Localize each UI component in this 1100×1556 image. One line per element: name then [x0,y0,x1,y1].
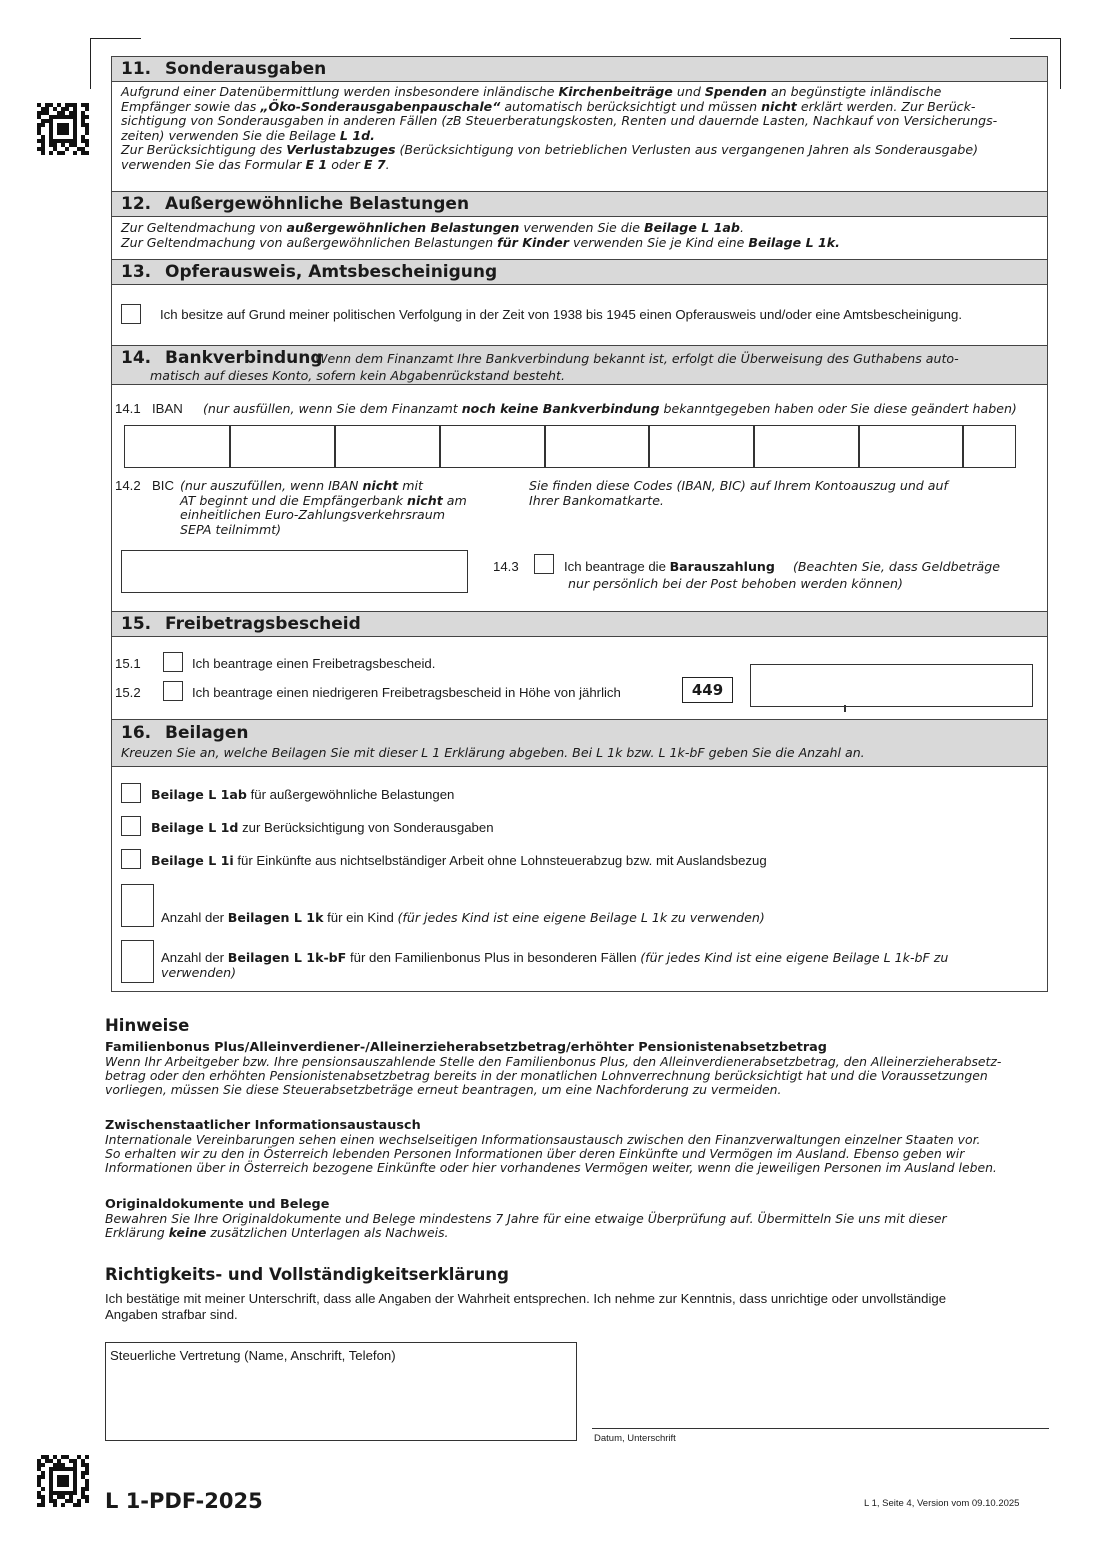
hinweis-3-last-line-seg-2: zusätzlichen Unterlagen als Nachweis. [206,1225,449,1240]
iban-field-4[interactable] [439,426,546,467]
section-11-text-line-6 [121,158,1041,173]
section-11-text-line-1-seg-4: an begünstigte inländische [766,84,942,99]
bic-number: 14.2 [115,478,141,493]
barauszahlung-checkbox[interactable] [534,554,554,574]
bic-hint-line-4 [180,523,467,538]
section-11-text-line-6-seg-1: E 1 [305,156,328,172]
cash-label [564,559,775,574]
beilagen-l1kbf-count-label-line2: verwenden) [161,965,237,980]
bic-hint-line-2-seg-1: nicht [407,492,443,508]
section-11-text-line-4 [121,129,1041,144]
freibetrag-amount-input[interactable] [750,664,1033,707]
qr-code-top [37,103,89,155]
hinweis-3-last-line-seg-1: keine [168,1225,207,1240]
hinweise-title: Hinweise [105,1016,190,1035]
section-12-text-line-2-seg-0: Zur Geltendmachung von außergewöhnlichen Belastungen [121,234,498,250]
hinweis-1-line-3: vorliegen, müssen Sie diese Steuerabsetzbeträge erneut beantragen, um eine Nachforderung zu vermeiden. [105,1082,782,1097]
iban-input-group [124,425,1016,468]
beilagen-l1k-count-label [161,910,765,925]
beilage-l1i-label [151,853,767,868]
form-id: L 1-PDF-2025 [105,1489,263,1513]
beilagen-l1kbf-count-label-line1 [161,950,948,965]
hinweis-3-heading: Originaldokumente und Belege [105,1197,330,1212]
section-11-text-line-6-seg-4: . [385,156,390,172]
hinweis-3-line-1: Bewahren Sie Ihre Originaldokumente und Belege mindestens 7 Jahre für eine etwaige Überprüfung auf. Übermitteln Sie uns mit dieser [105,1211,947,1226]
section-12-text-line-2-seg-1: für Kinder [497,234,570,250]
section-12-text-line-1-seg-4: . [739,220,744,235]
bic-hint-line-3-seg-0: einheitlichen Euro-Zahlungsverkehrsraum [180,507,446,523]
beilage-l1ab-label [151,787,454,802]
section-11-text-line-1-seg-3: Spenden [704,84,767,99]
iban-field-8[interactable] [858,426,964,467]
iban-field-2[interactable] [229,426,336,467]
section-15-header [112,611,1047,637]
section-12-title: Außergewöhnliche Belastungen [165,194,470,214]
section-12-number: 12. [121,194,152,214]
section-14-number: 14. [121,348,152,368]
section-11-text-line-6-seg-0: verwenden Sie das Formular [121,156,306,172]
beilagen-l1k-count-label-seg-0: Anzahl der [161,910,228,925]
beilage-l1i-bold: Beilage L 1i [151,853,234,868]
iban-field-9[interactable] [962,426,1015,467]
section-12-text-line-1-seg-0: Zur Geltendmachung von [121,220,287,235]
beilage-l1i-checkbox[interactable] [121,849,141,869]
bic-hint-line-2-seg-0: AT beginnt und die Empfängerbank [180,492,408,508]
section-14-intro-line2: matisch auf dieses Konto, sofern kein Abgabenrückstand besteht. [150,368,565,383]
iban-number: 14.1 [115,401,141,416]
codes-hint-line1: Sie finden diese Codes (IBAN, BIC) auf Ihrem Kontoauszug und auf [529,478,948,493]
section-13-header [112,259,1047,285]
hinweis-1-line-2: betrag oder den erhöhten Pensionistenabsetzbetrag bereits in der monatlichen Lohnverrechnung berücksichtigt hat und die Voraussetzungen [105,1068,988,1083]
field-code-449 [682,677,733,703]
declaration-line2: Angaben strafbar sind. [105,1307,238,1322]
beilagen-l1kbf-count-label-seg-2: für den Familienbonus Plus in besonderen Fällen [346,950,641,965]
signature-label: Datum, Unterschrift [594,1433,676,1444]
bic-hint-line-1-seg-0: (nur auszufüllen, wenn IBAN [180,478,363,493]
beilage-l1ab-bold: Beilage L 1ab [151,787,247,802]
section-11-text-line-2-seg-3: nicht [761,98,797,114]
section-11-text-line-2-seg-4: erklärt werden. Zur Berück- [796,98,976,114]
iban-label: IBAN [152,401,183,416]
beilage-l1d-label [151,820,494,835]
section-11-title: Sonderausgaben [165,59,327,79]
iban-field-5[interactable] [544,426,650,467]
beilagen-l1k-count-label-seg-1: Beilagen L 1k [227,910,324,925]
section-15-title: Freibetragsbescheid [165,614,361,634]
opferausweis-checkbox[interactable] [121,304,141,324]
section-11-number: 11. [121,59,152,79]
bic-hint-line-3 [180,508,467,523]
section-11-text-line-4-seg-1: L 1d. [339,127,375,143]
section-11-text-line-6-seg-2: oder [327,156,364,172]
hinweis-2-line-1: Internationale Vereinbarungen sehen einen wechselseitigen Informationsaustausch zwischen den Finanzverwaltungen einzelner Staaten vor. [105,1132,981,1147]
section-15-number: 15. [121,614,152,634]
section-11-text-line-2-seg-2: automatisch berücksichtigt und müssen [500,98,762,114]
section-11-text-line-5-seg-2: (Berücksichtigung von betrieblichen Verlusten aus vergangenen Jahren als Sonderausgabe) [395,142,979,158]
bic-hint-line-4-seg-0: SEPA teilnimmt) [180,521,282,537]
beilage-l1d-bold: Beilage L 1d [151,820,239,835]
section-12-text-line-2-seg-3: Beilage L 1k. [748,234,840,250]
hinweis-3-last-line [105,1226,1049,1240]
section-14-title: Bankverbindung [165,348,323,368]
section-12-text [121,221,1041,250]
section-11-text-line-4-seg-0: zeiten) verwenden Sie die Beilage [121,127,340,143]
beilagen-l1kbf-count-label-seg-1: Beilagen L 1k-bF [227,950,347,965]
declaration-line1: Ich bestätige mit meiner Unterschrift, dass alle Angaben der Wahrheit entsprechen. Ich nehme zur Kenntnis, dass unrichtige oder unvollständige [105,1291,947,1306]
section-11-text-line-5-seg-0: Zur Berücksichtigung des [121,142,287,158]
beilage-l1ab-checkbox[interactable] [121,783,141,803]
section-13-number: 13. [121,262,152,282]
iban-field-3[interactable] [334,426,441,467]
section-11-text-line-2-seg-1: „Öko-Sonderausgabenpauschale“ [260,98,501,114]
hinweis-3-last-line-seg-0: Erklärung [105,1225,169,1240]
section-11-header [112,57,1047,82]
hinweis-2-line-2: So erhalten wir zu den in Österreich lebenden Personen Informationen über deren Einkünfte und Vermögen im Ausland. Ebenso geben wir [105,1146,965,1161]
declaration-title: Richtigkeits- und Vollständigkeitserklärung [105,1265,509,1284]
bic-input[interactable] [121,550,468,593]
signature-line[interactable] [592,1428,1049,1429]
beilage-l1d-checkbox[interactable] [121,816,141,836]
beilagen-l1k-count-input[interactable] [121,884,154,927]
bic-hint-line-1 [180,479,467,494]
beilagen-l1k-count-label-seg-2: für ein Kind [323,910,398,925]
hinweis-1-line-1: Wenn Ihr Arbeitgeber bzw. Ihre pensionsauszahlende Stelle den Familienbonus Plus, den Alleinverdienerabsetzbetrag, den Alleinerzieherabsetz- [105,1054,1002,1069]
freibetrag-checkbox[interactable] [163,652,183,672]
beilage-l1d-rest: zur Berücksichtigung von Sonderausgaben [238,820,494,835]
section-11-text-line-5 [121,143,1041,158]
hinweis-block-1 [105,1040,1049,1097]
iban-field-7[interactable] [753,426,860,467]
cash-hint-line1: (Beachten Sie, dass Geldbeträge [793,559,1000,574]
section-11-text-line-1-seg-2: und [672,84,705,99]
section-12-header [112,191,1047,217]
section-13-title: Opferausweis, Amtsbescheinigung [165,262,498,282]
hinweis-2-line-3: Informationen über in Österreich bezogene Einkünfte oder hier vorhandenes Vermögen weiter, wenn die jeweiligen Personen im Ausland leben. [105,1160,997,1175]
bic-hint-line-2 [180,494,467,509]
iban-field-1[interactable] [125,426,231,467]
section-16-title: Beilagen [165,723,249,743]
section-16-header [112,719,1047,767]
iban-hint-seg-2: bekanntgegeben haben oder Sie diese geändert haben) [659,401,1017,416]
form-sections-frame [111,56,1048,992]
cash-label-bold: Barauszahlung [669,559,775,574]
page-info: L 1, Seite 4, Version vom 09.10.2025 [864,1498,1020,1509]
freibetrag-item2-label: Ich beantrage einen niedrigeren Freibetragsbescheid in Höhe von jährlich [192,685,621,700]
representative-box[interactable] [105,1342,577,1441]
hinweis-2-heading: Zwischenstaatlicher Informationsaustausch [105,1118,421,1133]
bic-hint-line-1-seg-2: mit [398,478,423,493]
freibetrag-item1-number: 15.1 [115,656,141,671]
hinweis-block-3 [105,1197,1049,1240]
section-12-text-line-1-seg-3: Beilage L 1ab [644,220,740,235]
section-11-text [121,85,1041,173]
section-12-text-line-2 [121,236,1041,251]
section-11-text-line-5-seg-1: Verlustabzuges [286,142,396,158]
beilagen-l1kbf-count-input[interactable] [121,940,154,983]
niedriger-freibetrag-checkbox[interactable] [163,681,183,701]
section-12-text-line-2-seg-2: verwenden Sie je Kind eine [569,234,749,250]
bic-hint [180,479,467,537]
decimal-separator-mark [844,705,846,712]
section-14-intro-line1: Wenn dem Finanzamt Ihre Bankverbindung bekannt ist, erfolgt die Überweisung des Guthabens auto- [315,351,959,366]
section-16-subtitle: Kreuzen Sie an, welche Beilagen Sie mit dieser L 1 Erklärung abgeben. Bei L 1k bzw. L 1k-bF geben Sie die Anzahl an. [121,745,865,760]
freibetrag-item1-label: Ich beantrage einen Freibetragsbescheid. [192,656,436,671]
hinweis-block-2 [105,1118,1049,1175]
beilage-l1i-rest: für Einkünfte aus nichtselbständiger Arbeit ohne Lohnsteuerabzug bzw. mit Auslandsbezug [233,853,767,868]
section-11-text-line-1-seg-0: Aufgrund einer Datenübermittlung werden insbesondere inländische [121,84,559,99]
beilagen-l1kbf-count-label-seg-3: (für jedes Kind ist eine eigene Beilage L 1k-bF zu [640,950,949,965]
freibetrag-item2-number: 15.2 [115,685,141,700]
section-11-text-line-3 [121,114,1041,129]
iban-hint-seg-0: (nur ausfüllen, wenn Sie dem Finanzamt [203,401,462,416]
cash-number: 14.3 [493,559,519,574]
bic-hint-line-2-seg-2: am [442,492,467,508]
section-16-number: 16. [121,723,152,743]
iban-hint [203,402,1017,416]
section-12-text-line-1 [121,221,1041,236]
representative-label: Steuerliche Vertretung (Name, Anschrift, Telefon) [110,1348,396,1363]
section-12-text-line-1-seg-2: verwenden Sie die [519,220,645,235]
section-11-text-line-3-seg-0: sichtigung von Sonderausgaben in anderen Fällen (zB Steuerberatungskosten, Renten und dauernde Lasten, Nachkauf von Versicherungs- [121,113,998,129]
bic-label: BIC [152,478,174,493]
iban-hint-seg-1: noch keine Bankverbindung [461,401,660,416]
section-11-text-line-2 [121,100,1041,115]
section-11-text-line-2-seg-0: Empfänger sowie das [121,98,261,114]
beilagen-l1kbf-count-label-seg-0: Anzahl der [161,950,228,965]
qr-code-bottom [37,1455,89,1507]
bic-hint-line-1-seg-1: nicht [362,478,399,493]
section-11-text-line-1 [121,85,1041,100]
iban-field-6[interactable] [648,426,755,467]
codes-hint-line2: Ihrer Bankomatkarte. [529,493,664,508]
beilagen-l1k-count-label-seg-3: (für jedes Kind ist eine eigene Beilage L 1k zu verwenden) [397,910,765,925]
beilage-l1ab-rest: für außergewöhnliche Belastungen [246,787,455,802]
section-12-text-line-1-seg-1: außergewöhnlichen Belastungen [286,220,520,235]
cash-label-pre: Ich beantrage die [564,559,670,574]
section-11-text-line-6-seg-3: E 7 [363,156,386,172]
section-11-text-line-1-seg-1: Kirchenbeiträge [558,84,673,99]
opferausweis-label: Ich besitze auf Grund meiner politischen Verfolgung in der Zeit von 1938 bis 1945 einen Opferausweis und/oder eine Amtsbescheinigung. [160,307,963,322]
section-14-header [112,345,1047,385]
cash-hint-line2: nur persönlich bei der Post behoben werden können) [568,576,903,591]
hinweis-1-heading: Familienbonus Plus/Alleinverdiener-/Alleinerzieherabsetzbetrag/erhöhter Pensionistenabsetzbetrag [105,1040,827,1055]
field-code-449-text: 449 [691,681,724,699]
